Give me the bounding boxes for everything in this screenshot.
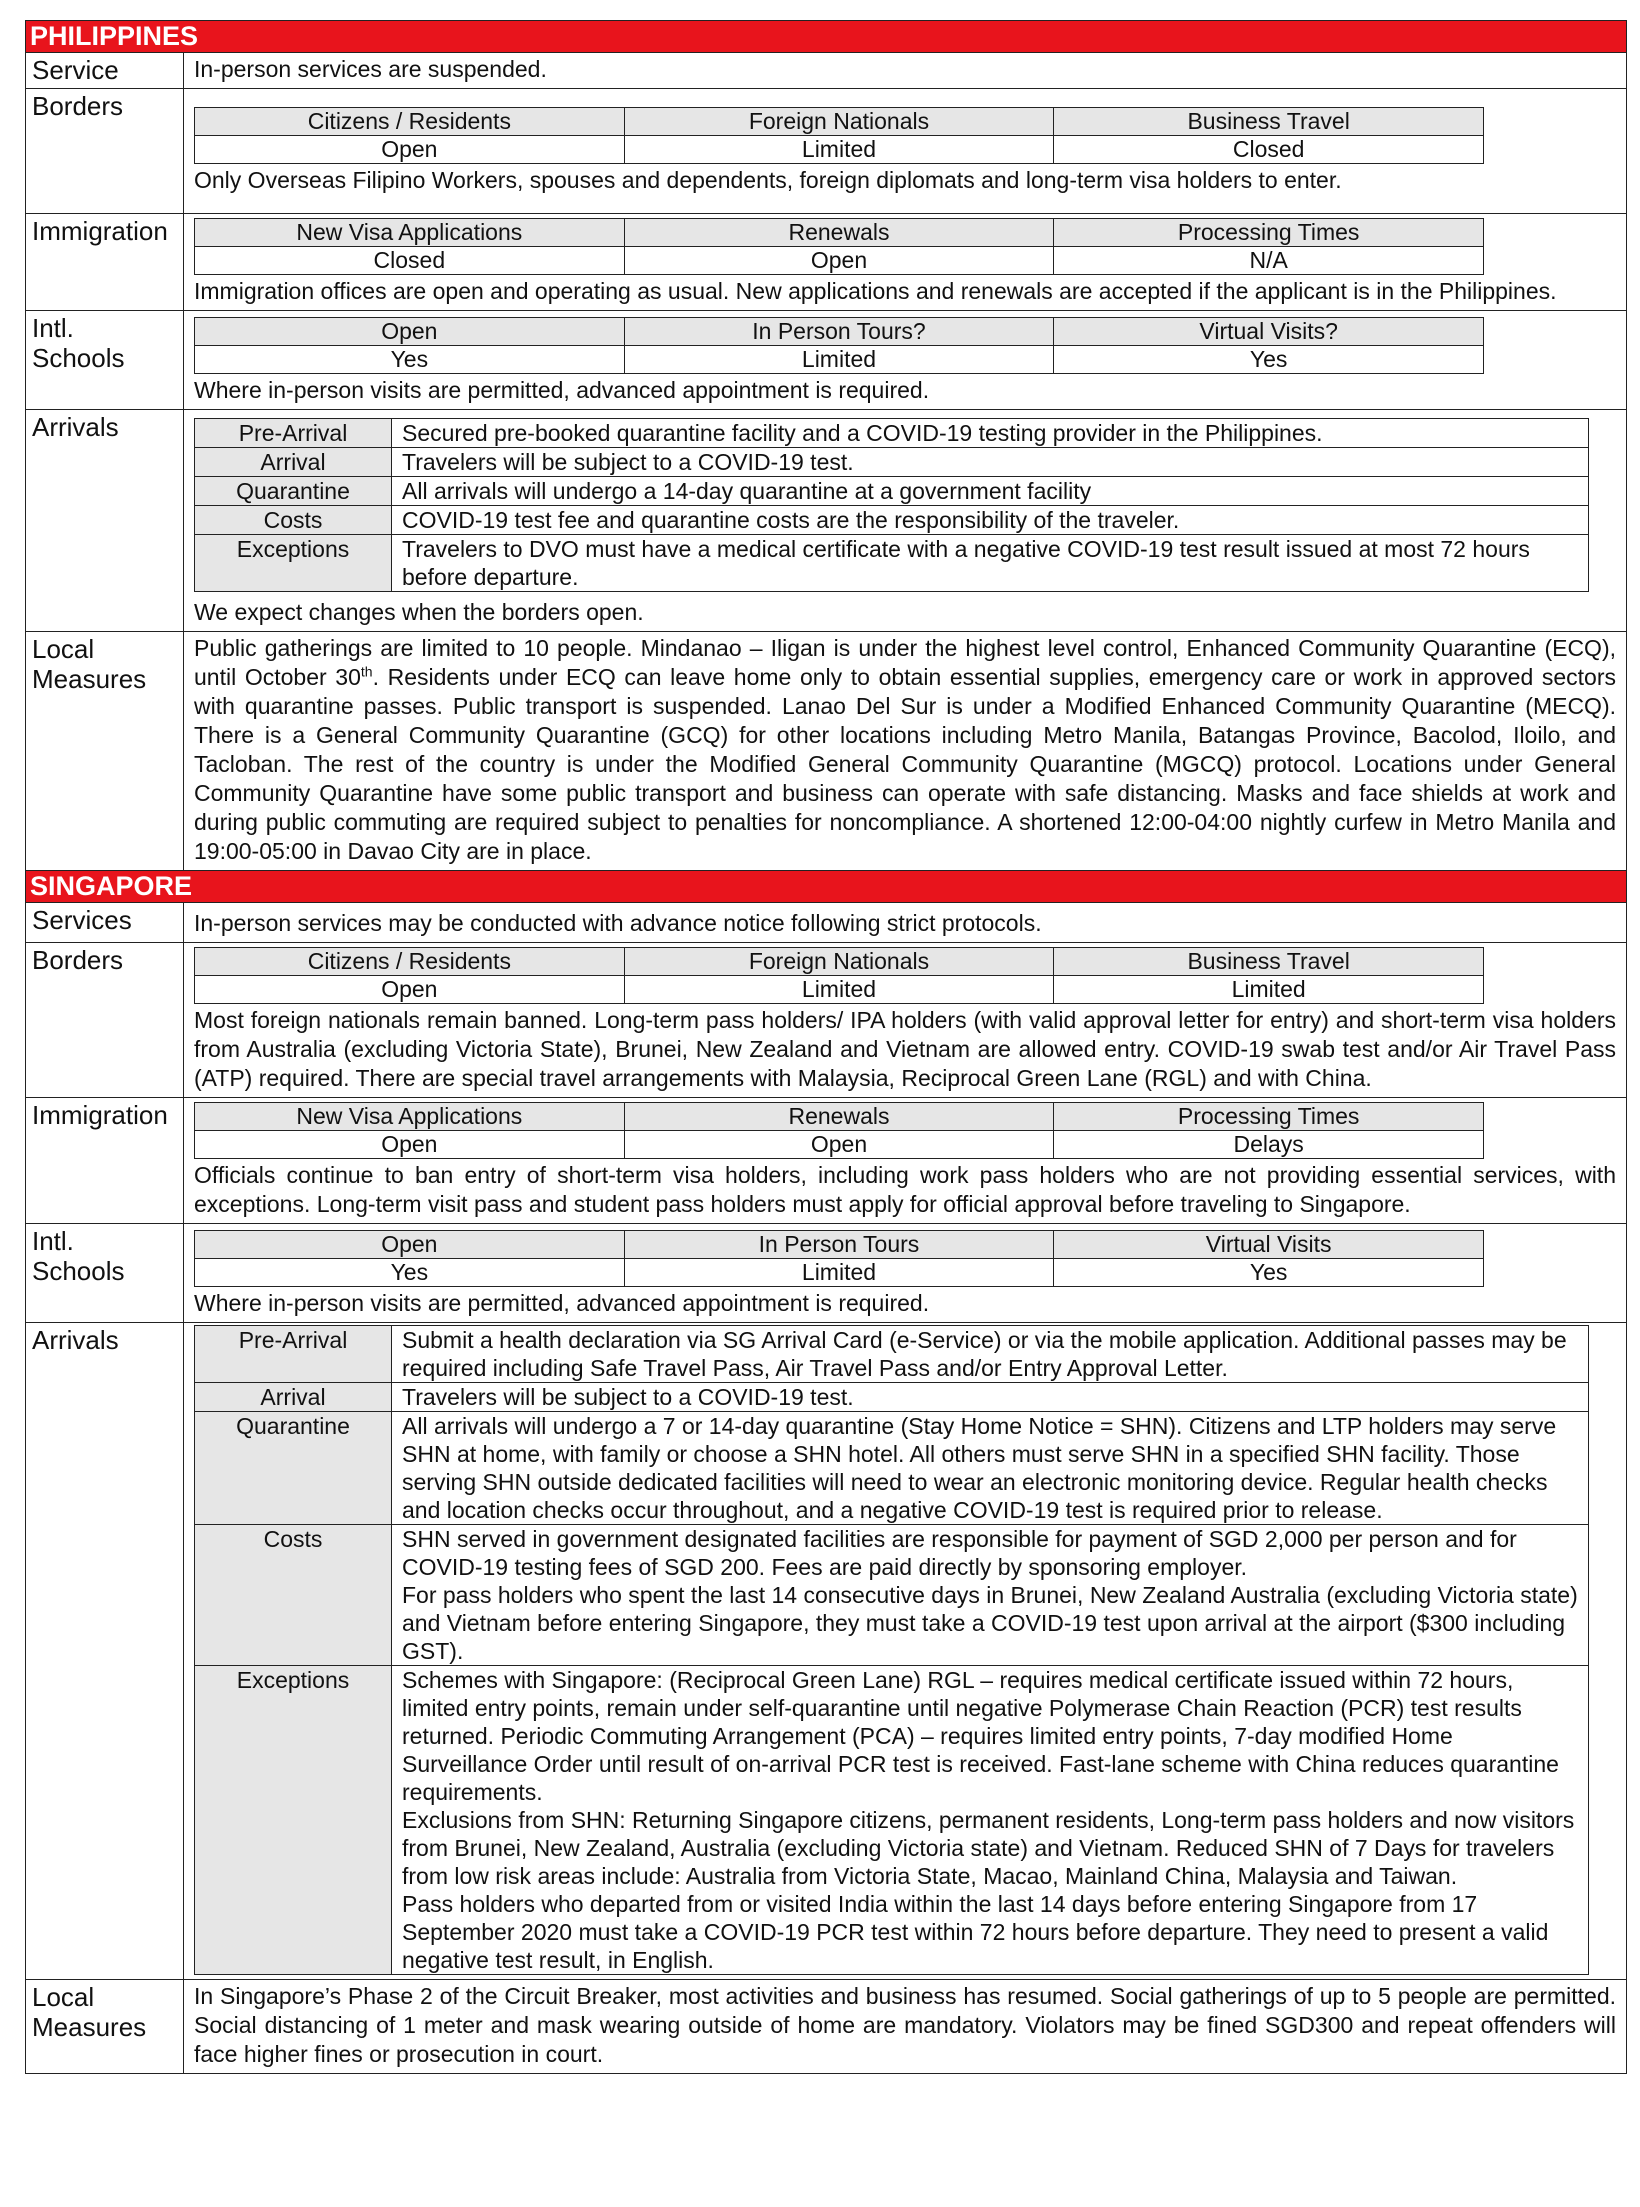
status-header: In Person Tours? [624,318,1054,346]
schools-row [26,1224,1627,1323]
services-row [26,53,1627,89]
status-value: Closed [1054,136,1484,164]
schools-text: Where in-person visits are permitted, advanced appointment is required. [194,377,930,403]
status-value: Open [195,976,625,1004]
borders-text: Only Overseas Filipino Workers, spouses and dependents, foreign diplomats and long-term visa holders to enter. [194,167,1342,193]
arrivals-key: Costs [195,506,392,535]
arrivals-value: Pass holders who departed from or visited India within the last 14 days before entering Singapore from 17 September 2020 must take a COVID-19 PCR test within 72 hours before departure. They need to present a valid negative test result, in English. [402,1891,1549,1973]
schools-text: Where in-person visits are permitted, advanced appointment is required. [194,1290,930,1316]
services-text: In-person services may be conducted with advance notice following strict protocols. [184,903,1627,943]
row-label: Borders [26,943,184,1098]
country-requirements-table [25,20,1627,2074]
immigration-row [26,214,1627,311]
document-page [25,20,1627,2074]
country-header-row [26,871,1627,903]
arrivals-key: Exceptions [195,1666,392,1975]
status-value: N/A [1054,247,1484,275]
arrivals-value: COVID-19 test fee and quarantine costs are the responsibility of the traveler. [402,507,1180,533]
borders-row [26,89,1627,214]
row-label: Immigration [26,1098,184,1224]
arrivals-value: Travelers to DVO must have a medical certificate with a negative COVID-19 test result issued at most 72 hours before departure. [402,536,1530,590]
arrivals-item [195,419,1589,448]
arrivals-value: Travelers will be subject to a COVID-19 test. [402,449,854,475]
status-header: Foreign Nationals [624,948,1054,976]
status-header: Virtual Visits [1054,1231,1484,1259]
row-label: Measures [32,664,147,694]
services-text: In-person services are suspended. [184,53,1627,89]
arrivals-row [26,410,1627,632]
arrivals-value: All arrivals will undergo a 14-day quarantine at a government facility [402,478,1092,504]
status-header: Foreign Nationals [624,108,1054,136]
status-value: Limited [624,976,1054,1004]
local-measures-row [26,1980,1627,2074]
row-label: Intl. [32,1226,74,1256]
borders-text: Most foreign nationals remain banned. Long-term pass holders/ IPA holders (with valid approval letter for entry) and short-term visa holders from Australia (excluding Victoria State), Brunei, New Zealand and Vietnam are allowed entry. COVID-19 swab test and/or Air Travel Pass (ATP) required. There are special travel arrangements with Malaysia, Reciprocal Green Lane (RGL) and with China. [194,1007,1616,1091]
arrivals-value: For pass holders who spent the last 14 consecutive days in Brunei, New Zealand Australia (excluding Victoria state) and Vietnam before entering Singapore, they must take a COVID-19 test upon arrival at the airport ($300 including GST). [402,1582,1578,1664]
arrivals-key: Pre-Arrival [195,419,392,448]
row-label: Local [32,1982,95,2012]
immigration-status-table [194,1102,1484,1159]
arrivals-item [195,1525,1589,1666]
country-header-row [26,21,1627,53]
row-label: Arrivals [26,410,184,632]
country-name: SINGAPORE [26,871,1627,903]
status-header: Virtual Visits? [1054,318,1484,346]
row-label: Local [32,634,95,664]
arrivals-item [195,506,1589,535]
immigration-text: Officials continue to ban entry of short-term visa holders, including work pass holders who are not providing essential services, with exceptions. Long-term visit pass and student pass holders must apply for official approval before traveling to Singapore. [194,1162,1616,1217]
arrivals-key: Quarantine [195,477,392,506]
status-value: Open [624,247,1054,275]
country-name: PHILIPPINES [26,21,1627,53]
arrivals-item [195,1383,1589,1412]
local-measures-text-part: . Residents under ECQ can leave home only to obtain essential supplies, emergency care or work in approved sectors with quarantine passes. Public transport is suspended. Lanao Del Sur is under a Modified Enhanced Community Quarantine (MECQ). There is a General Community Quarantine (GCQ) for other locations including Metro Manila, Batangas Province, Bacolod, Iloilo, and Tacloban. The rest of the country is under the Modified General Community Quarantine (MGCQ) protocol. Locations under General Community Quarantine have some public transport and business can operate with safe distancing. Masks and face shields at work and during public commuting are required subject to penalties for noncompliance. A shortened 12:00-04:00 nightly curfew in Metro Manila and 19:00-05:00 in Davao City are in place. [194,664,1616,864]
status-value: Delays [1054,1131,1484,1159]
status-value: Yes [1054,346,1484,374]
row-label: Borders [26,89,184,214]
local-measures-row [26,632,1627,871]
borders-status-table [194,107,1484,164]
status-header: Open [195,1231,625,1259]
row-label: Intl. [32,313,74,343]
status-value: Yes [1054,1259,1484,1287]
local-measures-text-part: Public gatherings are limited to 10 people. Mindanao – Iligan is under the highest level control, Enhanced Community Quarantine (ECQ), until October 30 [194,635,1616,690]
row-label: Schools [32,1256,125,1286]
arrivals-item [195,535,1589,592]
arrivals-value: Submit a health declaration via SG Arrival Card (e-Service) or via the mobile application. Additional passes may be required including Safe Travel Pass, Air Travel Pass and/or Entry Approval Letter. [402,1327,1567,1381]
immigration-status-table [194,218,1484,275]
row-label: Schools [32,343,125,373]
status-value: Open [624,1131,1054,1159]
immigration-text: Immigration offices are open and operating as usual. New applications and renewals are accepted if the applicant is in the Philippines. [194,278,1557,304]
status-header: Processing Times [1054,219,1484,247]
status-header: Renewals [624,1103,1054,1131]
arrivals-table [194,418,1589,592]
arrivals-item [195,448,1589,477]
schools-status-table [194,1230,1484,1287]
status-value: Open [195,1131,625,1159]
borders-status-table [194,947,1484,1004]
arrivals-item [195,1666,1589,1975]
row-label: Measures [32,2012,147,2042]
arrivals-item [195,477,1589,506]
arrivals-key: Quarantine [195,1412,392,1525]
row-label: Services [26,903,184,943]
status-value: Limited [624,346,1054,374]
status-value: Closed [195,247,625,275]
status-header: Citizens / Residents [195,108,625,136]
row-label: Service [26,53,184,89]
arrivals-table [194,1325,1589,1975]
status-value: Yes [195,1259,625,1287]
arrivals-key: Arrival [195,448,392,477]
arrivals-value: SHN served in government designated facilities are responsible for payment of SGD 2,000 per person and for COVID-19 testing fees of SGD 200. Fees are paid directly by sponsoring employer. [402,1526,1517,1580]
arrivals-key: Exceptions [195,535,392,592]
status-value: Limited [624,136,1054,164]
arrivals-item [195,1412,1589,1525]
status-header: Business Travel [1054,948,1484,976]
immigration-row [26,1098,1627,1224]
status-header: In Person Tours [624,1231,1054,1259]
arrivals-item [195,1326,1589,1383]
status-header: New Visa Applications [195,219,625,247]
arrivals-value: All arrivals will undergo a 7 or 14-day quarantine (Stay Home Notice = SHN). Citizens and LTP holders may serve SHN at home, with family or choose a SHN hotel. All others must serve SHN in a specified SHN facility. Those serving SHN outside dedicated facilities will need to wear an electronic monitoring device. Regular health checks and location checks occur throughout, and a negative COVID-19 test is required prior to release. [402,1413,1557,1523]
status-value: Limited [624,1259,1054,1287]
status-header: Business Travel [1054,108,1484,136]
arrivals-value: Exclusions from SHN: Returning Singapore citizens, permanent residents, Long-term pass holders and now visitors from Brunei, New Zealand, Australia (excluding Victoria state) and Vietnam. Reduced SHN of 7 Days for travelers from low risk areas include: Australia from Victoria State, Macao, Mainland China, Malaysia and Taiwan. [402,1807,1575,1889]
schools-row [26,311,1627,410]
arrivals-key: Arrival [195,1383,392,1412]
ordinal-suffix: th [360,663,373,680]
status-header: New Visa Applications [195,1103,625,1131]
row-label: Immigration [26,214,184,311]
arrivals-row [26,1323,1627,1980]
status-value: Open [195,136,625,164]
borders-row [26,943,1627,1098]
status-value: Yes [195,346,625,374]
status-header: Renewals [624,219,1054,247]
arrivals-note: We expect changes when the borders open. [194,599,644,625]
row-label: Arrivals [26,1323,184,1980]
local-measures-text: In Singapore’s Phase 2 of the Circuit Breaker, most activities and business has resumed. Social gatherings of up to 5 people are permitted. Social distancing of 1 meter and mask wearing outside of home are mandatory. Violators may be fined SGD300 and repeat offenders will face higher fines or prosecution in court. [184,1980,1627,2074]
arrivals-value: Schemes with Singapore: (Reciprocal Green Lane) RGL – requires medical certificate issued within 72 hours, limited entry points, remain under self-quarantine until negative Polymerase Chain Reaction (PCR) test results returned. Periodic Commuting Arrangement (PCA) – requires limited entry points, 7-day modified Home Surveillance Order until result of on-arrival PCR test is received. Fast-lane scheme with China reduces quarantine requirements. [402,1667,1559,1805]
status-value: Limited [1054,976,1484,1004]
arrivals-value: Secured pre-booked quarantine facility and a COVID-19 testing provider in the Philippines. [402,420,1323,446]
arrivals-key: Pre-Arrival [195,1326,392,1383]
arrivals-key: Costs [195,1525,392,1666]
status-header: Open [195,318,625,346]
local-measures-text [184,632,1627,871]
services-row [26,903,1627,943]
schools-status-table [194,317,1484,374]
arrivals-value: Travelers will be subject to a COVID-19 test. [402,1384,854,1410]
status-header: Citizens / Residents [195,948,625,976]
status-header: Processing Times [1054,1103,1484,1131]
